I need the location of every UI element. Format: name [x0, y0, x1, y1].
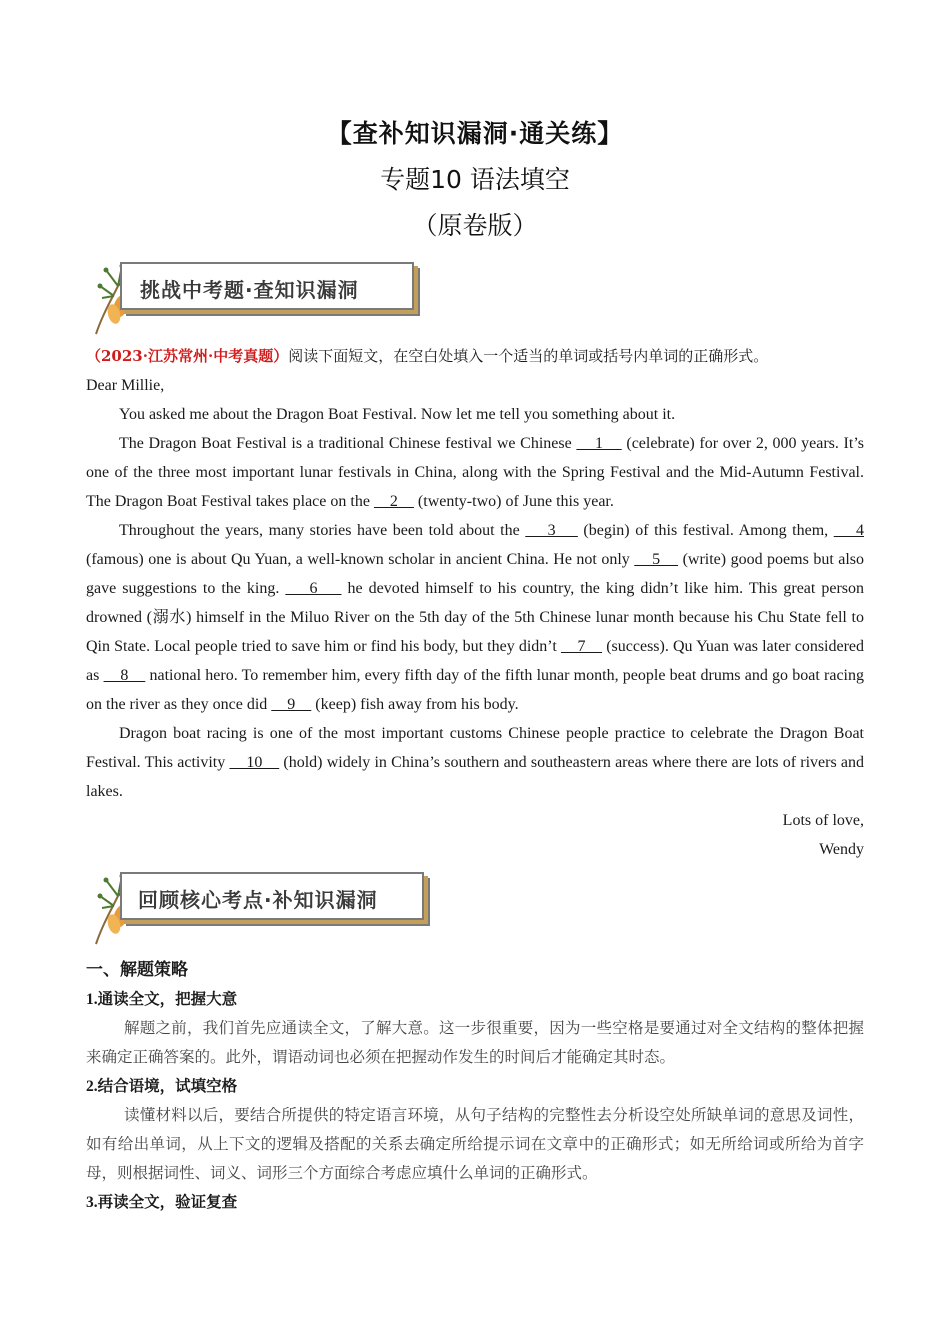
blank-10: 10	[229, 754, 280, 771]
blank-7: 7	[560, 638, 603, 655]
paragraph-2: The Dragon Boat Festival is a traditional Chinese festival we Chinese 1 (celebrate) for over 2, 000 years. It’s one of the three most important lunar festivals in China, along with the Spring Festival and the Mid-Autumn Festival. The Dragon Boat Festival takes place on the 2 (twenty-two) of June this year.	[86, 435, 865, 510]
strategy-1-text: 解题之前，我们首先应通读全文，了解大意。这一步很重要，因为一些空格是要通过对全文结构的整体把握来确定正确答案的。此外，谓语动词也必须在把握动作发生的时间后才能确定其时态。	[86, 1019, 864, 1066]
strategy-heading: 一、解题策略	[86, 960, 188, 980]
exam-instruction: 阅读下面短文，在空白处填入一个适当的单词或括号内单词的正确形式。	[288, 347, 769, 365]
blank-9: 9	[271, 696, 312, 713]
closing: Lots of love,	[782, 812, 864, 829]
blank-2: 2	[373, 493, 414, 510]
blank-8: 8	[103, 667, 146, 684]
paragraph-4: Dragon boat racing is one of the most important customs Chinese people practice to celebrate the Dragon Boat Festival. This activity 10 (hold) widely in China’s southern and southeastern areas where there are lots of rivers and lakes.	[86, 725, 865, 800]
document-subtitle: 专题10 语法填空	[380, 165, 570, 194]
review-banner-label: 回顾核心考点·补知识漏洞	[138, 888, 378, 912]
blank-6: 6	[285, 580, 342, 597]
exam-passage	[86, 342, 864, 864]
strategy-section	[86, 956, 864, 1217]
blank-1: 1	[576, 435, 622, 452]
salutation: Dear Millie,	[86, 377, 165, 394]
paragraph-1: You asked me about the Dragon Boat Festival. Now let me tell you something about it.	[119, 406, 676, 423]
challenge-banner	[88, 256, 428, 336]
strategy-3-title: 3.再读全文，验证复查	[86, 1194, 238, 1211]
paragraph-3: Throughout the years, many stories have been told about the 3 (begin) of this festival. Among them, 4 (famous) one is about Qu Yuan, a well-known scholar in ancient China. He not only 5 (write) good poems but also gave suggestions to the king. 6 he devoted himself to his country, the king didn’t like him. This great person drowned (溺水) himself in the Miluo River on the 5th day of the 5th Chinese lunar month because his Chu State fell to Qin State. Local people tried to save him or find his body, but they didn’t 7 (success). Qu Yuan was later considered as 8 national hero. To remember him, every fifth day of the fifth lunar month, people beat drums and go boat racing on the river as they once did 9 (keep) fish away from his body.	[86, 522, 865, 713]
blank-4: 4	[833, 522, 865, 539]
challenge-banner-label: 挑战中考题·查知识漏洞	[140, 278, 359, 302]
document-title: 【查补知识漏洞·通关练】	[326, 119, 624, 148]
strategy-1-title: 1.通读全文，把握大意	[86, 991, 238, 1008]
blank-3: 3	[525, 522, 578, 539]
strategy-2-title: 2.结合语境，试填空格	[86, 1078, 238, 1095]
strategy-2-text: 读懂材料以后，要结合所提供的特定语言环境，从句子结构的完整性去分析设空处所缺单词的意思及词性，如有给出单词，从上下文的逻辑及搭配的关系去确定所给提示词在文章中的正确形式；如无所给词或所给为首字母，则根据词性、词义、词形三个方面综合考虑应填什么单词的正确形式。	[86, 1106, 864, 1182]
document-edition: （原卷版）	[412, 211, 538, 240]
exam-source: （2023·江苏常州·中考真题）	[86, 347, 289, 365]
signature: Wendy	[819, 841, 864, 858]
review-banner	[88, 866, 438, 946]
blank-5: 5	[634, 551, 679, 568]
